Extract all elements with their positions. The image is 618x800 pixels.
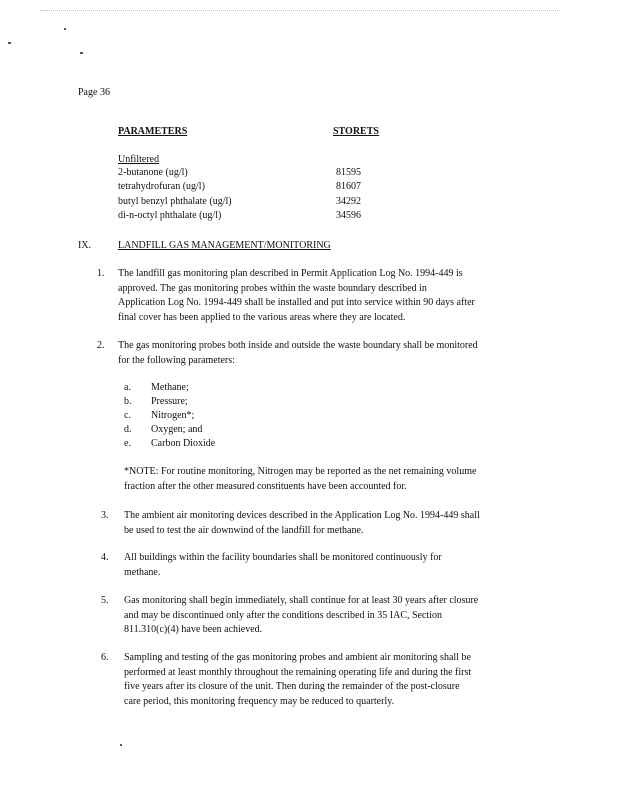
text-line: methane.: [124, 566, 161, 578]
scan-artifact-line: [40, 10, 560, 21]
text-line: five years after its closure of the unit. Then during the remainder of the post-closure: [124, 681, 460, 692]
item-number: 1.: [97, 268, 105, 279]
text-line: Application Log No. 1994-449 shall be installed and put into service within 90 days after: [118, 297, 475, 308]
text-line: The ambient air monitoring devices described in the Application Log No. 1994-449 shall: [124, 510, 480, 521]
scan-speck: [8, 42, 11, 44]
scan-speck: [120, 744, 122, 746]
parameter-name: butyl benzyl phthalate (ug/l): [118, 196, 232, 207]
sublist-text: Pressure;: [151, 396, 188, 407]
section-number: IX.: [78, 240, 92, 251]
sublist-text: Nitrogen*;: [151, 410, 195, 421]
storet-code: 34292: [336, 196, 361, 207]
sublist-letter: b.: [124, 396, 132, 407]
item-text: [124, 551, 569, 580]
text-line: and may be discontinued only after the conditions described in 35 IAC, Section: [124, 609, 442, 621]
text-line: be used to test the air downwind of the landfill for methane.: [124, 524, 364, 536]
item-number: 5.: [101, 595, 109, 606]
text-line: fraction after the other measured constituents have been accounted for.: [124, 480, 407, 492]
text-line: The landfill gas monitoring plan described in Permit Application Log No. 1994-449 is: [118, 268, 463, 279]
item-number: 2.: [97, 340, 105, 351]
text-line: approved. The gas monitoring probes within the waste boundary described in: [118, 282, 427, 294]
item-text: [124, 594, 569, 638]
unfiltered-subheader: Unfiltered: [118, 154, 160, 165]
text-line: Sampling and testing of the gas monitoring probes and ambient air monitoring shall be: [124, 652, 471, 663]
sublist-text: Methane;: [151, 382, 189, 393]
text-line: 811.310(c)(4) have been achieved.: [124, 624, 263, 635]
section-title: LANDFILL GAS MANAGEMENT/MONITORING: [118, 240, 331, 251]
text-line: All buildings within the facility boundaries shall be monitored continuously for: [124, 552, 442, 563]
text-line: The gas monitoring probes both inside and outside the waste boundary shall be monitored: [118, 340, 478, 351]
sublist-text: Oxygen; and: [151, 424, 203, 435]
item-number: 3.: [101, 510, 109, 521]
storet-code: 81607: [336, 181, 361, 192]
storet-code: 81595: [336, 167, 361, 178]
item-text: [118, 339, 568, 368]
sublist-letter: a.: [124, 382, 131, 393]
parameter-name: di-n-octyl phthalate (ug/l): [118, 210, 222, 221]
scan-speck: [64, 28, 66, 30]
text-line: final cover has been applied to the various areas where they are located.: [118, 311, 406, 323]
parameter-name: 2-butanone (ug/l): [118, 167, 188, 178]
sublist-letter: d.: [124, 424, 132, 435]
text-line: Gas monitoring shall begin immediately, shall continue for at least 30 years after closure: [124, 595, 479, 606]
item-number: 6.: [101, 652, 109, 663]
text-line: for the following parameters:: [118, 354, 235, 366]
sublist-text: Carbon Dioxide: [151, 438, 216, 449]
sublist-letter: c.: [124, 410, 131, 421]
scan-speck: [80, 52, 83, 54]
footnote: [124, 465, 564, 494]
text-line: *NOTE: For routine monitoring, Nitrogen may be reported as the net remaining volume: [124, 466, 477, 477]
text-line: care period, this monitoring frequency may be reduced to quarterly.: [124, 695, 395, 707]
item-text: [124, 651, 569, 709]
text-line: performed at least monthly throughout the remaining operating life and during the first: [124, 666, 472, 678]
storet-code: 34596: [336, 210, 361, 221]
sublist-letter: e.: [124, 438, 131, 449]
item-text: [124, 509, 569, 538]
page-number-label: Page 36: [78, 87, 110, 98]
storets-column-header: STORETS: [333, 126, 379, 137]
parameters-column-header: PARAMETERS: [118, 126, 188, 137]
item-text: [118, 267, 568, 325]
parameter-name: tetrahydrofuran (ug/l): [118, 181, 205, 192]
item-number: 4.: [101, 552, 109, 563]
